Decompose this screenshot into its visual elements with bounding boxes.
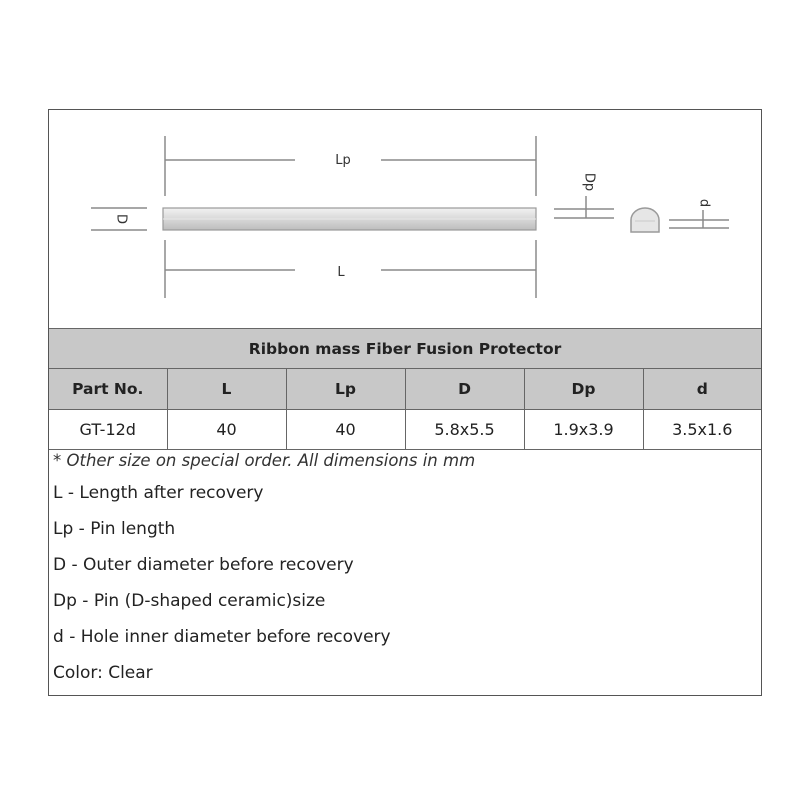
cell-part-no: GT-12d	[49, 410, 167, 450]
column-header-lp: Lp	[286, 369, 405, 410]
special-order-note: * Other size on special order. All dimensions in mm	[53, 451, 476, 470]
l-label: L	[337, 265, 345, 280]
legend-line-d-inner: d - Hole inner diameter before recovery	[53, 627, 391, 647]
protector-tube	[163, 208, 536, 230]
notes-section	[53, 447, 753, 691]
table-title: Ribbon mass Fiber Fusion Protector	[49, 329, 761, 369]
cell-d-outer: 5.8x5.5	[405, 410, 524, 450]
cell-lp: 40	[286, 410, 405, 450]
legend-line-dp: Dp - Pin (D-shaped ceramic)size	[53, 591, 326, 611]
legend-line-color: Color: Clear	[53, 663, 153, 683]
spec-table	[49, 328, 761, 450]
lp-label: Lp	[335, 153, 351, 168]
table-title-row	[49, 329, 761, 369]
column-header-d-outer: D	[405, 369, 524, 410]
column-header-dp: Dp	[524, 369, 643, 410]
dimension-diagram	[49, 110, 761, 329]
dimension-drawing	[49, 110, 761, 328]
d-outer-label: D	[113, 213, 129, 225]
d-shaped-cross-section	[631, 208, 659, 232]
cell-l: 40	[167, 410, 286, 450]
legend-line-lp: Lp - Pin length	[53, 519, 176, 539]
l-dimension	[165, 240, 536, 298]
d-inner-dimension	[669, 210, 729, 228]
dp-label: Dp	[581, 172, 597, 192]
column-header-d-inner: d	[643, 369, 761, 410]
legend-line-d-outer: D - Outer diameter before recovery	[53, 555, 354, 575]
table-row	[49, 410, 761, 450]
legend-line-l: L - Length after recovery	[53, 483, 264, 503]
spec-sheet-frame	[48, 109, 762, 696]
column-header-part-no: Part No.	[49, 369, 167, 410]
dp-dimension	[554, 196, 614, 218]
cell-d-inner: 3.5x1.6	[643, 410, 761, 450]
d-inner-label: d	[696, 198, 712, 208]
table-header-row	[49, 369, 761, 410]
cell-dp: 1.9x3.9	[524, 410, 643, 450]
column-header-l: L	[167, 369, 286, 410]
